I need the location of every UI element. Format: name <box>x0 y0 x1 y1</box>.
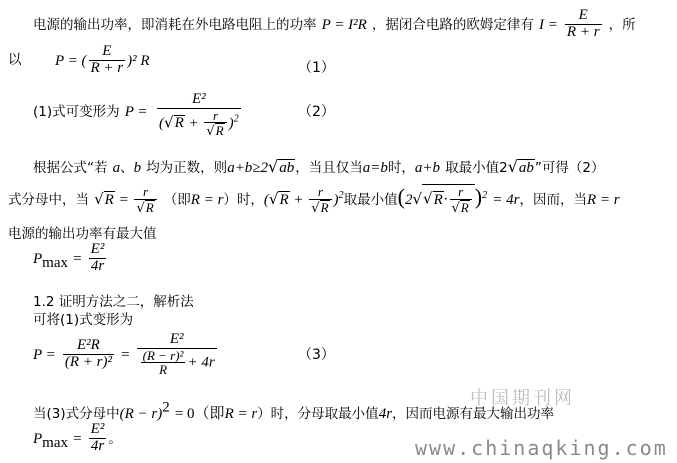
ohm-law-numerator: E <box>565 8 602 25</box>
pmax-2-tail: 。 <box>108 430 122 447</box>
equation-3-inner-numerator: (R − r)² <box>142 347 184 363</box>
equation-2-numerator: E² <box>157 92 241 109</box>
final-line: 当(3)式分母中$(R - r)^2 = 0$（即R = r）时，分母取最小值4r，因而电源有最大输出功率 <box>33 399 555 422</box>
pmax-2-numerator: E² <box>90 421 105 437</box>
para-1-text-d: 时， <box>387 160 415 176</box>
power-formula: P = I²R <box>321 16 367 33</box>
para-1-text-b: 均为正数，则 <box>146 160 228 176</box>
paragraph-1: 根据公式“若 a、b 均为正数，则a+b≥2√ab，当且仅当a=b时，a+b 取最小值2√ab”可得（2） <box>33 157 605 176</box>
pmax-equation-2: $P_{max}$ = $\frac{\text{E²}}{4r}$ 。 <box>33 421 122 454</box>
line-3 <box>33 100 147 121</box>
pmax-1-denominator: 4r <box>90 257 105 274</box>
pmax-2-fraction <box>89 422 107 455</box>
equation-2-frac-box <box>157 92 241 139</box>
final-r-equal: R = r <box>224 406 258 422</box>
equation-1-rhs: )² R <box>127 52 150 69</box>
pmax-1-sub: max <box>42 254 68 271</box>
ohm-law-fraction <box>565 8 602 41</box>
equation-2-denominator: (√R + $\frac{r}{√R}$ )$^2$ <box>159 107 239 140</box>
para-2-text-c: ）时， <box>223 192 264 208</box>
equality-condition: a=b <box>362 160 388 176</box>
equation-1-denominator: R + r <box>90 59 124 76</box>
inequality-radicand: ab <box>279 160 295 176</box>
min-value-radicand: ab <box>518 160 534 176</box>
final-value: 4r <box>378 406 393 422</box>
paragraph-3: 电源的输出功率有最大值 <box>8 226 157 242</box>
equation-2-lhs: P = <box>124 104 148 120</box>
final-text-c: ）时，分母取最小值 <box>257 406 379 422</box>
watermark-url: www.chinaqking.com <box>415 436 668 460</box>
ohm-law-denominator: R + r <box>566 23 600 40</box>
para-1-text-e: 取最小值2 <box>445 160 508 176</box>
condition-r-equal: R = r <box>190 192 224 208</box>
line-1 <box>33 8 673 41</box>
pmax-2-denominator: 4r <box>90 437 105 454</box>
para-1-sep: 、 <box>120 160 134 176</box>
para-2-text-f: ，因而，当 <box>519 192 587 208</box>
pmax-2-lhs: P <box>33 430 43 447</box>
equation-1-numerator: E <box>89 44 126 61</box>
line-1-text-b: ，据闭合电路的欧姆定律有 <box>371 16 534 33</box>
sum-expression: a+b <box>414 160 440 176</box>
condition-sqrt: √R = $\frac{r}{√R}$ <box>94 192 159 208</box>
equation-1-lhs: P = ( <box>55 52 87 69</box>
line-2 <box>8 48 22 68</box>
pmax-1-fraction <box>89 242 107 275</box>
equation-3-inner-tail: + 4r <box>187 354 215 371</box>
equation-3-f1-numerator: E²R <box>63 338 114 355</box>
equation-1 <box>55 44 150 77</box>
final-text-b: = 0（即 <box>174 406 225 422</box>
equation-1-fraction <box>89 44 126 77</box>
equation-3-lhs: P = <box>33 347 56 364</box>
equation-3-inner-denominator: R <box>159 362 168 378</box>
para-1-text-f: ”可得（2） <box>534 160 605 176</box>
final-expression: (R − r) <box>119 406 163 422</box>
pmax-equation-1: $P_{max}$ = $\frac{\text{E²}}{4r}$ <box>33 241 105 274</box>
equation-2-fraction <box>155 92 243 139</box>
min-value-result: = 4r <box>492 192 520 208</box>
condition-r-equal-2: R = r <box>586 192 620 208</box>
section-title: 1.2 证明方法之二，解析法 <box>33 294 194 310</box>
equation-2-number: （2） <box>298 104 335 120</box>
para-1-text-c: ，当且仅当 <box>295 160 363 176</box>
equation-3-f1-denominator: (R + r)² <box>64 354 112 371</box>
para-2-text-b: （即 <box>163 192 191 208</box>
inequality: a+b≥2 <box>227 160 269 176</box>
equation-3-f2-numerator: E² <box>137 332 217 349</box>
final-text-d: ，因而电源有最大输出功率 <box>392 406 555 422</box>
para-1-var-b: b <box>133 160 142 176</box>
paragraph-2 <box>8 184 620 216</box>
equation-1-number: （1） <box>298 60 335 76</box>
final-text-a: 当(3)式分母中 <box>33 406 120 422</box>
ohm-law-lhs: I = <box>538 16 558 33</box>
denominator-expression: (√R + $\frac{r}{√R}$ )$^2$ <box>263 184 344 217</box>
pmax-2-sub: max <box>42 434 68 451</box>
transform-line: 可将(1)式变形为 <box>33 312 134 328</box>
para-1-text-a: 根据公式“若 <box>33 160 108 176</box>
equation-3-fraction-1 <box>63 338 114 371</box>
line-1-text-a: 电源的输出功率，即消耗在外电路电阻上的功率 <box>33 16 317 33</box>
para-2-text-a: 式分母中，当 <box>8 192 89 208</box>
para-1-var-a: a <box>112 160 121 176</box>
para-2-text-d: 取最小值 <box>343 192 398 208</box>
equation-3: P = $\frac{\text{E²R}}{\text{(R + r)²}}$ = E² $\frac{\text{(R − r)²}}{R}$ + 4r <box>33 331 215 378</box>
line-1-text-c: ，所 <box>608 16 636 33</box>
min-value-expression: (2√√R· $\frac{r}{√R}$ )$^2$ <box>397 184 488 217</box>
line-3-text: (1)式可变形为 <box>33 104 120 120</box>
equation-3-fraction-2 <box>137 332 217 377</box>
line-2-text: 以 <box>8 52 22 68</box>
pmax-1-numerator: E² <box>90 241 105 257</box>
pmax-1-lhs: P <box>33 250 43 267</box>
equation-3-number: （3） <box>298 347 335 363</box>
equation-3-f2-denominator <box>137 349 217 377</box>
watermark-chinese: 中国期刊网 <box>470 388 575 409</box>
